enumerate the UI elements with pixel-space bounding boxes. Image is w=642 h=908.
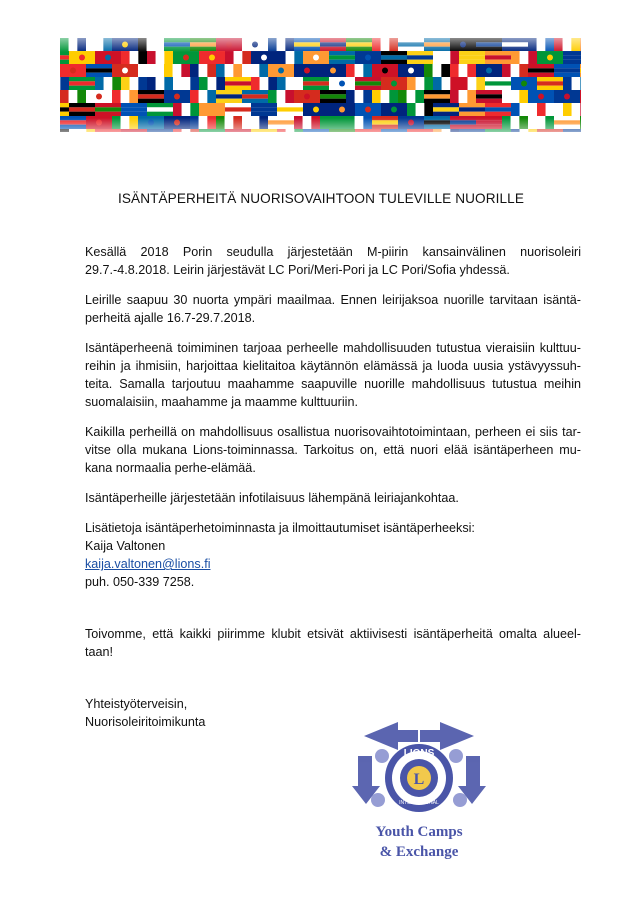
flags-mosaic-image: [60, 38, 581, 132]
signature-greeting: Yhteistyöterveisin,: [85, 697, 188, 711]
signature-block: [85, 695, 581, 731]
page-title: ISÄNTÄPERHEITÄ NUORISOVAIHTOON TULEVILLE NUORILLE: [117, 191, 524, 206]
flags-banner: [60, 38, 581, 132]
logo-sub-text: INTERNATIONAL: [399, 800, 439, 806]
logo-line-2: & Exchange: [379, 844, 459, 860]
paragraph-info-session: Isäntäperheille järjestetään infotilaisuus lähempänä leiriajankohtaa.: [85, 491, 459, 505]
letter-body: [85, 243, 581, 731]
paragraph-host-need: Leirille saapuu 30 nuorta ympäri maailmaa. Ennen leirijaksoa nuorille tarvitaan isäntä-perheitä ajalle 16.7-29.7.2018.: [85, 293, 581, 325]
contact-phone: puh. 050-339 7258.: [85, 575, 195, 589]
paragraph-benefits: Isäntäperheenä toimiminen tarjoaa perheelle mahdollisuuden tutustua vieraisiin kulttuu-reihin ja ihmisiin, harjoittaa kielitaitoa käytännön elämässä ja luoda uusia ystävyyssuh-teita. Samalla tarjoutuu maahamme saapuville nuorille mahdollisuus tutustua meihin suomalaisiin, maahamme ja maamme kulttuuriin.: [85, 341, 581, 409]
contact-name: Kaija Valtonen: [85, 539, 166, 553]
closing-paragraph: Toivomme, että kaikki piirimme klubit etsivät aktiivisesti isäntäperheitä omalta alueel-taan!: [85, 627, 581, 659]
logo-center-letter: L: [413, 771, 425, 788]
paragraph-eligibility: Kaikilla perheillä on mahdollisuus osallistua nuorisovaihtotoimintaan, perheen ei siis tar-vitse olla mukana Lions-toiminnassa. Tarkoitus on, että nuori elää isäntäperheen mu-kana normaalia perhe-elämää.: [85, 425, 581, 475]
signature-sender: Nuorisoleiritoimikunta: [85, 715, 206, 729]
logo-ring-text: LIONS: [403, 748, 435, 759]
contact-block: [85, 519, 581, 591]
contact-intro: Lisätietoja isäntäperhetoiminnasta ja ilmoittautumiset isäntäperheeksi:: [85, 521, 475, 535]
logo-line-1: Youth Camps: [375, 824, 463, 840]
paragraph-camp-info: Kesällä 2018 Porin seudulla järjestetään M-piirin kansainvälinen nuorisoleiri 29.7.-4.8.2018. Leirin järjestävät LC Pori/Meri-Pori ja LC Pori/Sofia yhdessä.: [85, 245, 581, 277]
youth-camps-logo: [352, 716, 486, 866]
contact-email-link[interactable]: kaija.valtonen@lions.fi: [85, 557, 211, 571]
